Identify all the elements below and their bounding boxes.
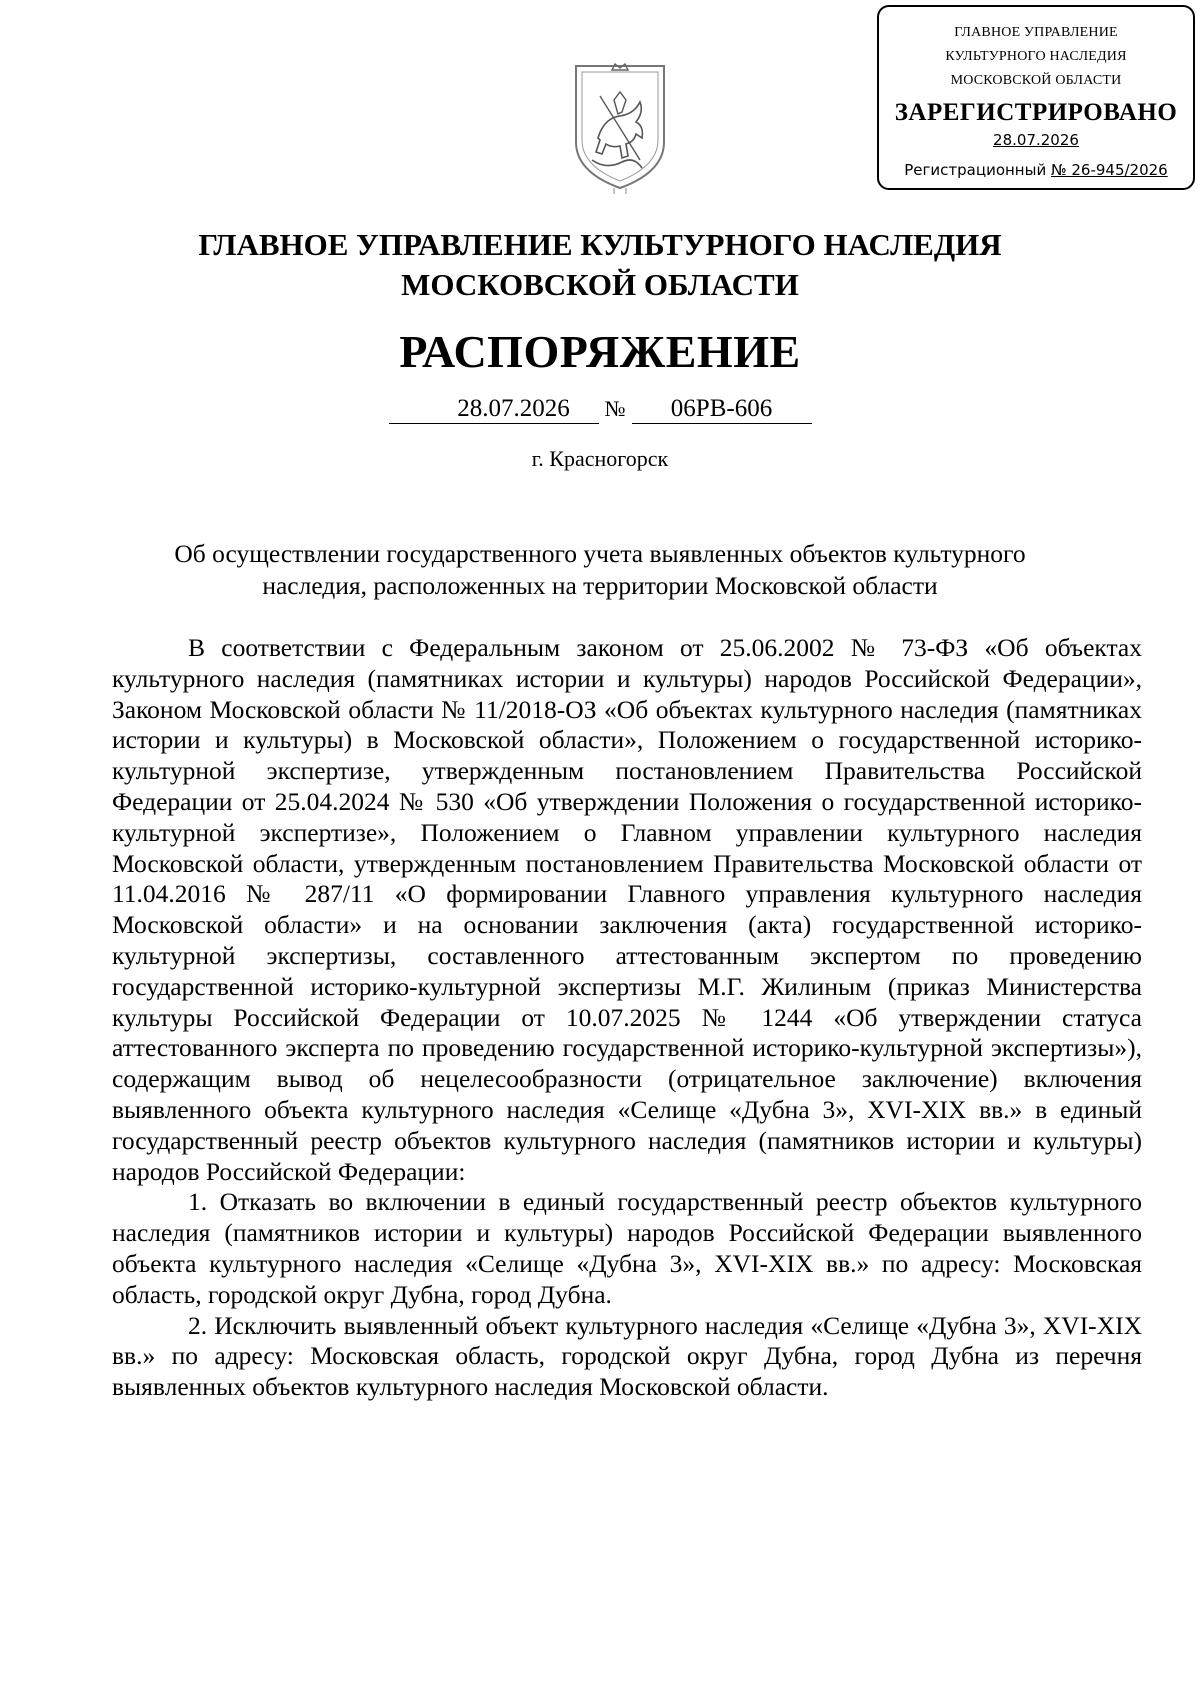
organization-title [0,225,1200,305]
document-body [112,633,1142,1403]
document-subject [0,538,1200,602]
subject-line: наследия, расположенных на территории Московской области [262,571,938,600]
stamp-org-line: ГЛАВНОЕ УПРАВЛЕНИЕ [954,25,1118,40]
stamp-organization [879,21,1193,93]
org-title-line: МОСКОВСКОЙ ОБЛАСТИ [401,267,799,302]
registration-stamp [877,5,1195,190]
preamble-paragraph: В соответствии с Федеральным законом от 25.06.2002 № 73-ФЗ «Об объектах культурного наследия (памятниках истории и культуры) народов Российской Федерации», Законом Московской области № 11/2018-ОЗ «Об объектах культурного наследия (памятниках истории и культуры) в Московской области», Положением о государственной историко-культурной экспертизе, утвержденным постановлением Правительства Российской Федерации от 25.04.2024 № 530 «Об утверждении Положения о государственной историко-культурной экспертизе», Положением о Главном управлении культурного наследия Московской области, утвержденным постановлением Правительства Московской области от 11.04.2016 № 287/11 «О формировании Главного управления культурного наследия Московской области» и на основании заключения (акта) государственной историко-культурной экспертизы, составленного аттестованным экспертом по проведению государственной историко-культурной экспертизы М.Г. Жилиным (приказ Министерства культуры Российской Федерации от 10.07.2025 № 1244 «Об утверждении статуса аттестованного эксперта по проведению государственной историко-культурной экспертизы»), содержащим вывод об нецелесообразности (отрицательное заключение) включения выявленного объекта культурного наследия «Селище «Дубна 3», XVI-XIX вв.» в единый государственный реестр объектов культурного наследия (памятников истории и культуры) народов Российской Федерации: [112,633,1142,1186]
stamp-registration-number [879,161,1193,179]
document-type: РАСПОРЯЖЕНИЕ [399,326,801,377]
date-number-line [0,395,1200,424]
number-sign: № [604,396,626,421]
coat-of-arms-icon [570,60,670,195]
stamp-reg-number: № 26-945/2026 [1050,161,1168,179]
stamp-org-line: КУЛЬТУРНОГО НАСЛЕДИЯ [945,49,1127,64]
city: г. Красногорск [531,446,669,471]
stamp-org-line: МОСКОВСКОЙ ОБЛАСТИ [950,73,1122,88]
order-item-1: 1. Отказать во включении в единый государственный реестр объектов культурного наследия (памятников истории и культуры) народов Российской Федерации выявленного объекта культурного наследия «Селище «Дубна 3», XVI-XIX вв.» по адресу: Московская область, городской округ Дубна, город Дубна. [112,1187,1142,1309]
order-item-2: 2. Исключить выявленный объект культурного наследия «Селище «Дубна 3», XVI-XIX вв.» по адресу: Московская область, городской округ Дубна, город Дубна из перечня выявленных объектов культурного наследия Московской области. [112,1310,1142,1402]
document-date: 28.07.2026 [389,395,599,424]
document-number: 06РВ-606 [632,395,812,424]
stamp-date: 28.07.2026 [993,131,1079,149]
org-title-line: ГЛАВНОЕ УПРАВЛЕНИЕ КУЛЬТУРНОГО НАСЛЕДИЯ [198,227,1002,262]
stamp-reg-label: Регистрационный [904,161,1051,179]
stamp-status: ЗАРЕГИСТРИРОВАНО [894,99,1178,126]
subject-line: Об осуществлении государственного учета выявленных объектов культурного [174,539,1026,568]
